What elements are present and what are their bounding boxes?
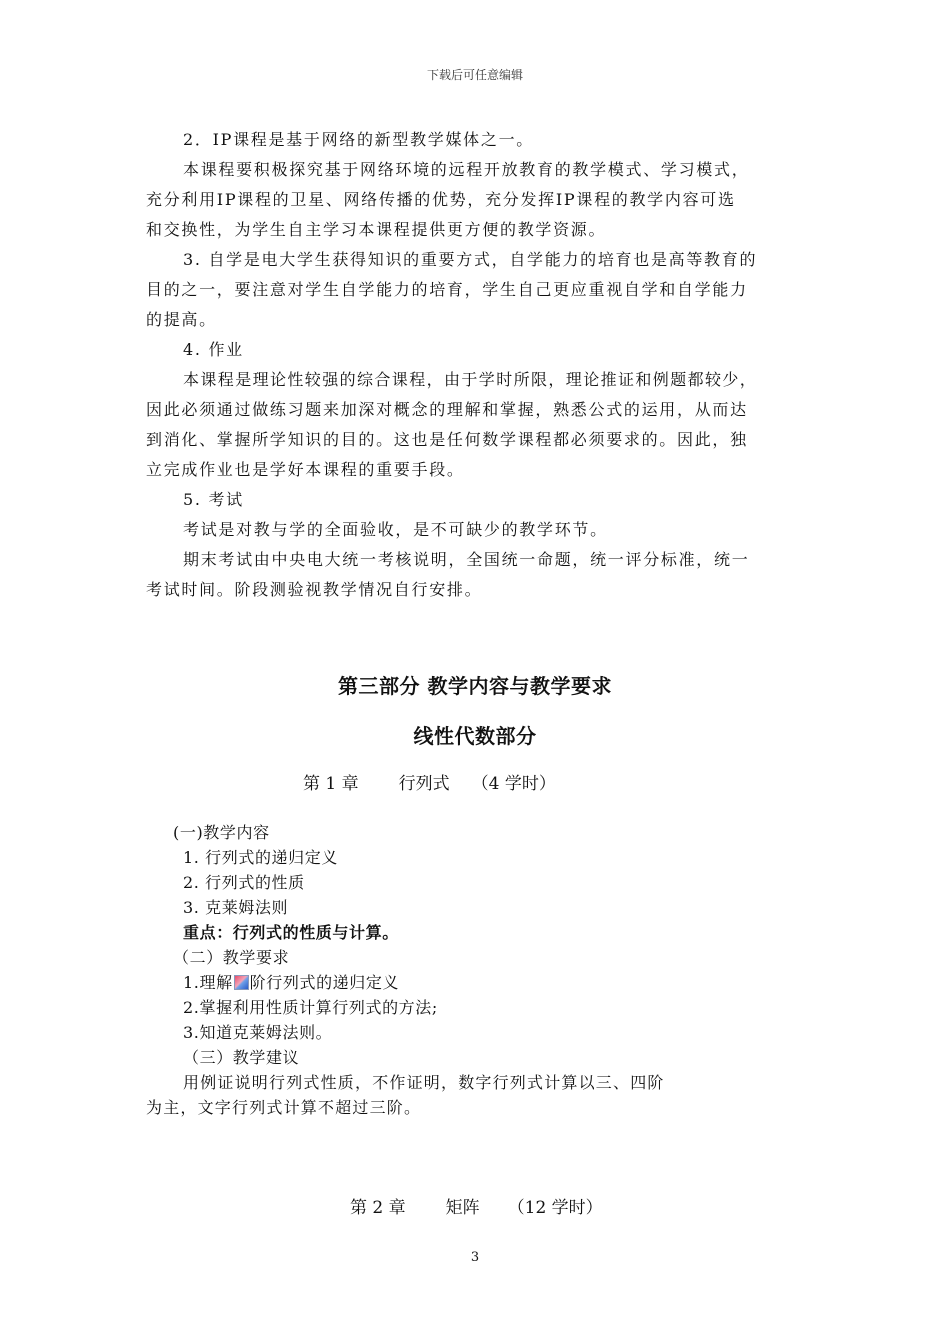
list-item: 2.掌握利用性质计算行列式的方法;: [183, 998, 438, 1017]
paragraph-self-study: 3. 自学是电大学生获得知识的重要方式，自学能力的培育也是高等教育的: [183, 250, 758, 269]
paragraph-line: 充分利用IP课程的卫星、网络传播的优势，充分发挥IP课程的教学内容可选: [146, 190, 736, 209]
paragraph-line: 的提高。: [146, 310, 217, 329]
paragraph-line: 本课程要积极探究基于网络环境的远程开放教育的教学模式、学习模式，: [183, 160, 750, 179]
paragraph-ip-course: 2．IP课程是基于网络的新型教学媒体之一。: [183, 130, 534, 149]
paragraph-line: 因此必须通过做练习题来加深对概念的理解和掌握，熟悉公式的运用，从而达: [146, 400, 748, 419]
paragraph-line: 立完成作业也是学好本课程的重要手段。: [146, 460, 465, 479]
list-item: 3. 克莱姆法则: [183, 898, 289, 917]
chapter-hours: （4 学时）: [471, 774, 556, 794]
chapter-name: 矩阵: [445, 1198, 480, 1218]
list-item: 1.理解 阶行列式的递归定义: [183, 973, 400, 992]
paragraph-homework-heading: 4. 作业: [183, 340, 244, 359]
chapter-name: 行列式: [398, 774, 450, 794]
paragraph-line: 目的之一，要注意对学生自学能力的培育，学生自己更应重视自学和自学能力: [146, 280, 748, 299]
list-item: 3.知道克莱姆法则。: [183, 1023, 333, 1042]
list-item: 1. 行列式的递归定义: [183, 848, 338, 867]
teaching-requirements-heading: （二）教学要求: [173, 948, 290, 967]
page-header: 下载后可任意编辑: [426, 68, 523, 82]
paragraph-exam-heading: 5. 考试: [183, 490, 244, 509]
chapter-1-heading: [303, 769, 556, 794]
page-number: 3: [470, 1250, 480, 1265]
key-point: 重点：行列式的性质与计算。: [183, 923, 399, 942]
paragraph-line: 到消化、掌握所学知识的目的。这也是任何数学课程都必须要求的。因此，独: [146, 430, 748, 449]
chapter-number: 第 2 章: [350, 1198, 406, 1218]
paragraph-homework: 本课程是理论性较强的综合课程，由于学时所限，理论推证和例题都较少，: [183, 370, 758, 389]
teaching-suggestions-heading: （三）教学建议: [183, 1048, 300, 1067]
chapter-number: 第 1 章: [303, 774, 359, 794]
teaching-content-heading: (一)教学内容: [173, 823, 270, 842]
chapter-2-heading: [350, 1193, 603, 1218]
formula-image-icon: [234, 975, 249, 990]
paragraph-final-exam: 期末考试由中央电大统一考核说明，全国统一命题，统一评分标准，统一: [183, 550, 750, 569]
paragraph-exam: 考试是对教与学的全面验收，是不可缺少的教学环节。: [183, 520, 608, 539]
section-title: 线性代数部分: [413, 724, 537, 748]
paragraph-line: 用例证说明行列式性质，不作证明，数字行列式计算以三、四阶: [183, 1073, 665, 1092]
paragraph-line: 为主，文字行列式计算不超过三阶。: [146, 1098, 422, 1117]
paragraph-line: 和交换性，为学生自主学习本课程提供更方便的教学资源。: [146, 220, 607, 239]
chapter-hours: （12 学时）: [507, 1198, 603, 1218]
part-title: 第三部分 教学内容与教学要求: [338, 674, 612, 698]
paragraph-line: 考试时间。阶段测验视教学情况自行安排。: [146, 580, 483, 599]
list-item: 2. 行列式的性质: [183, 873, 305, 892]
